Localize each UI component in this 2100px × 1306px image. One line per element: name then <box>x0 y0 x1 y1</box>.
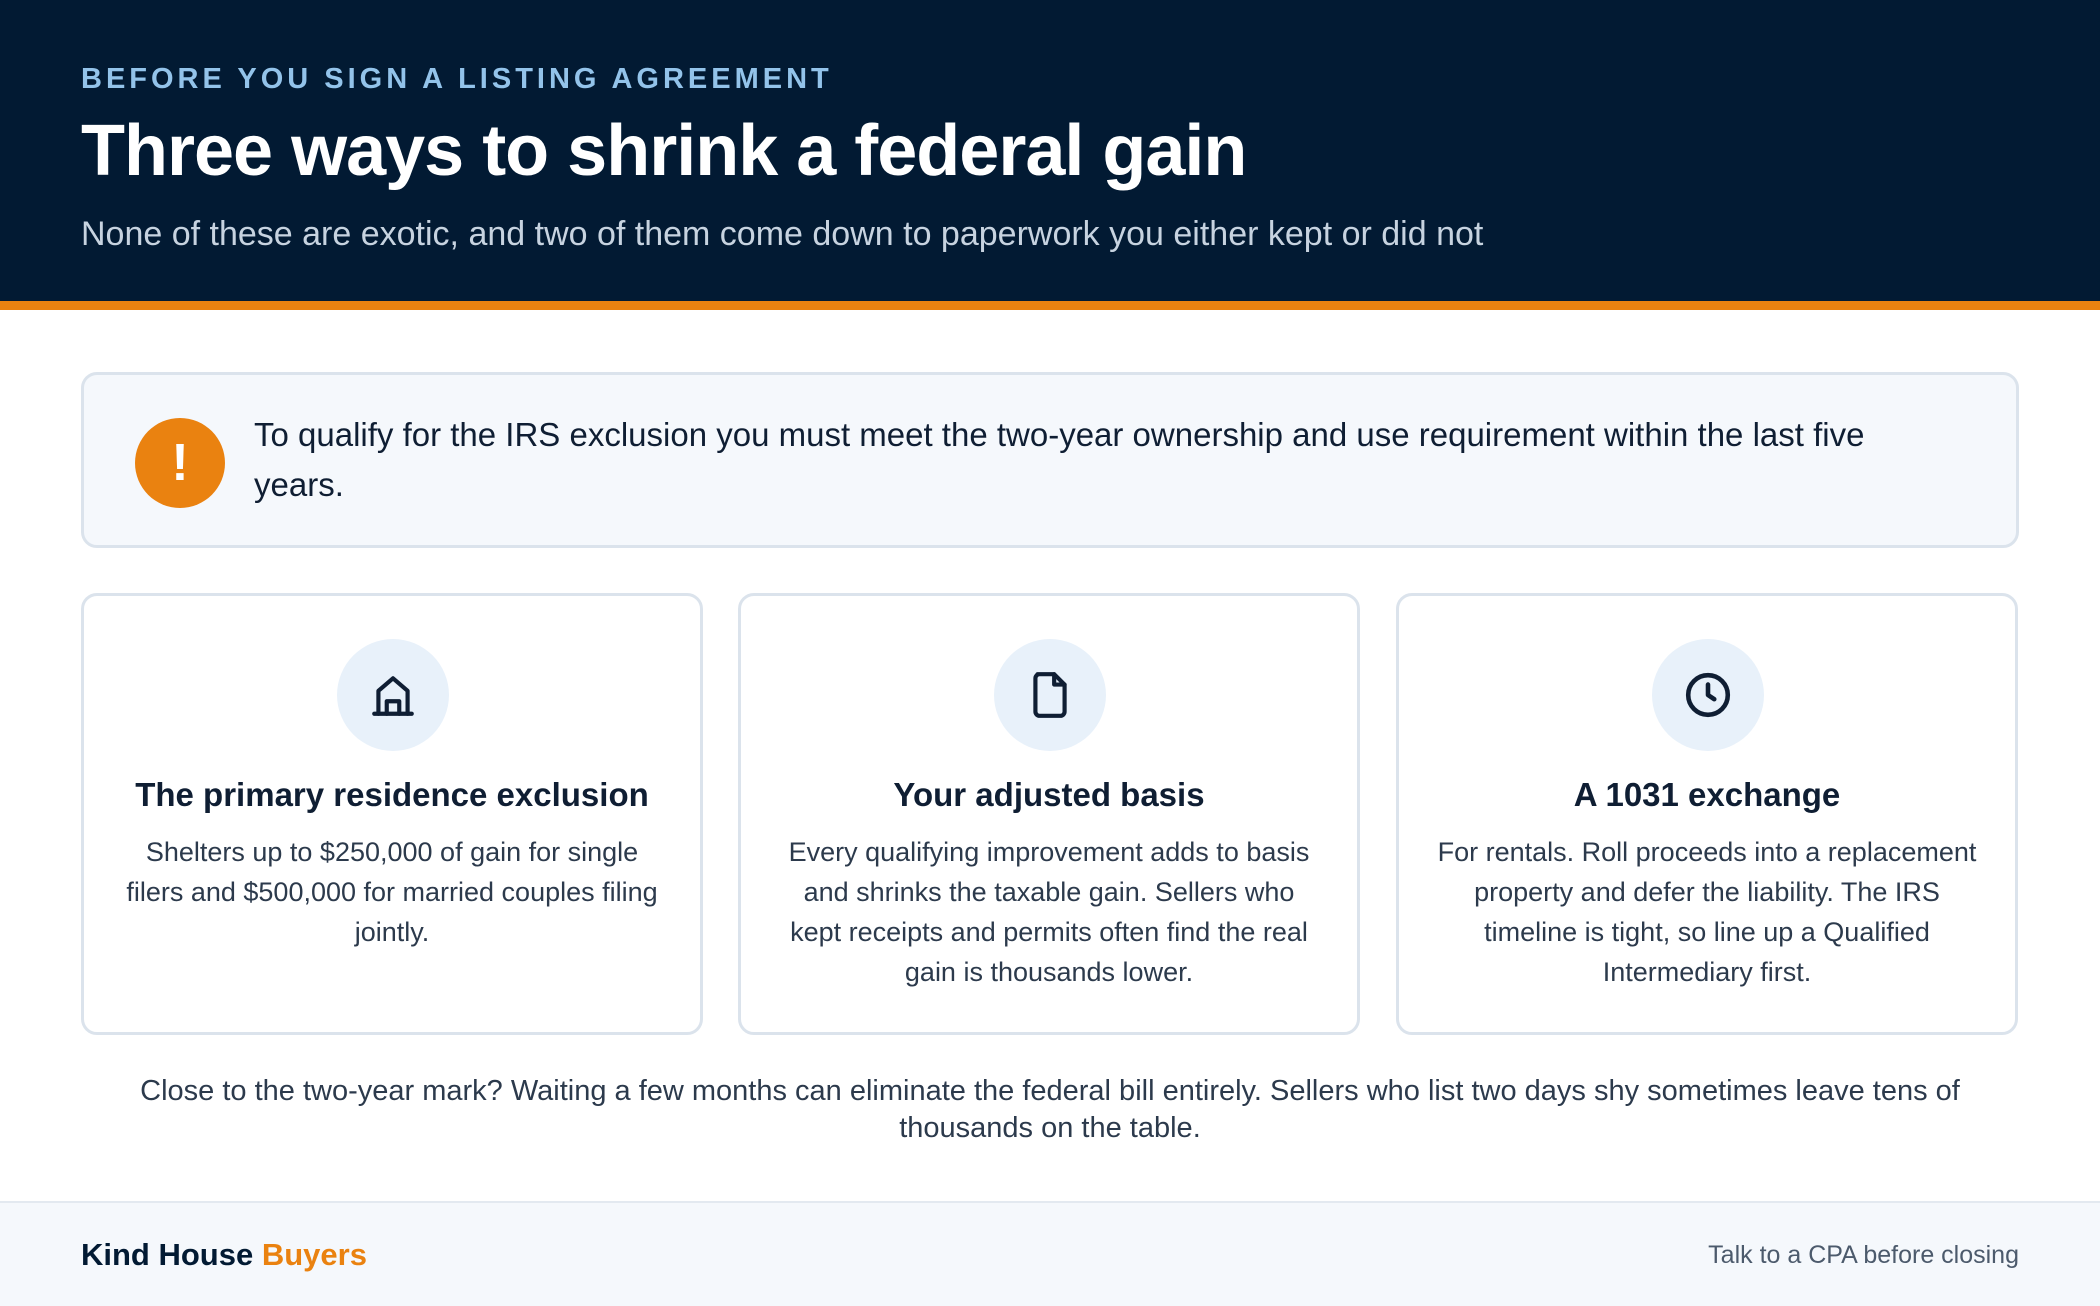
page-title: Three ways to shrink a federal gain <box>81 111 1247 191</box>
brand-name: Kind House <box>81 1237 254 1272</box>
brand-logo <box>81 1237 367 1273</box>
card-title: A 1031 exchange <box>1573 776 1841 813</box>
qualification-notice <box>81 372 2019 548</box>
page-subtitle: None of these are exotic, and two of them come down to paperwork you either kept or did not <box>81 215 1484 253</box>
document-icon <box>994 639 1106 751</box>
header-banner <box>0 0 2100 301</box>
card-body: Every qualifying improvement adds to basis and shrinks the taxable gain. Sellers who kept receipts and permits often find the real gain is thousands lower. <box>788 837 1310 987</box>
brand-name-accent: Buyers <box>261 1237 367 1272</box>
card-body: For rentals. Roll proceeds into a replacement property and defer the liability. The IRS timeline is tight, so line up a Qualified Intermediary first. <box>1437 837 1977 987</box>
notice-text: To qualify for the IRS exclusion you must meet the two-year ownership and use requirement within the last five years. <box>254 416 1865 503</box>
eyebrow-label: BEFORE YOU SIGN A LISTING AGREEMENT <box>81 63 833 95</box>
card-body: Shelters up to $250,000 of gain for single filers and $500,000 for married couples filing jointly. <box>126 837 658 947</box>
footer-note: Talk to a CPA before closing <box>1708 1241 2019 1269</box>
house-icon <box>337 639 449 751</box>
card-primary-residence <box>81 593 703 1035</box>
footer <box>0 1203 2100 1306</box>
exclamation-icon: ! <box>135 418 225 508</box>
header-accent-bar <box>0 301 2100 310</box>
card-title: Your adjusted basis <box>893 776 1205 813</box>
card-adjusted-basis <box>738 593 1360 1035</box>
clock-icon <box>1652 639 1764 751</box>
card-1031-exchange <box>1396 593 2018 1035</box>
closing-note: Close to the two-year mark? Waiting a few months can eliminate the federal bill entirely. Sellers who list two days shy sometimes leave tens of thousands on the table. <box>140 1075 1960 1144</box>
card-title: The primary residence exclusion <box>135 776 649 813</box>
